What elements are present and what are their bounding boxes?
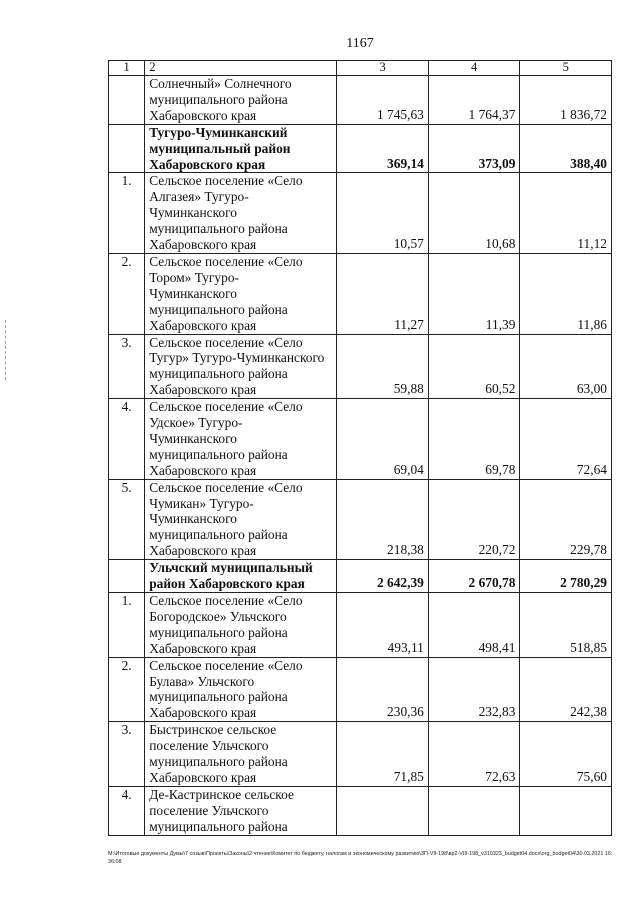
file-path-footer: M:\Итоговые документы Думы\7 созыв\Проекты\Законы\2 чтение\Комитет по бюджету, налогам и экономическому развитию\ЗП-VII-198\вр2-VIII-198_v310323_budget04.docx\org_budget04\30.03.2021 16:36:08 — [108, 851, 613, 865]
row-number: 4. — [109, 786, 145, 835]
header-col-5: 5 — [520, 61, 612, 76]
value-col-3 — [337, 786, 429, 835]
value-col-5: 11,86 — [520, 253, 612, 334]
value-col-4: 220,72 — [428, 479, 520, 560]
value-col-4 — [428, 786, 520, 835]
row-number: 3. — [109, 334, 145, 399]
row-number: 2. — [109, 657, 145, 722]
value-col-4: 1 764,37 — [428, 76, 520, 125]
row-number: 1. — [109, 593, 145, 658]
table-row — [109, 560, 612, 593]
row-number: 3. — [109, 722, 145, 787]
value-col-3: 493,11 — [337, 593, 429, 658]
municipality-name: Сельское поселение «Село Удское» Тугуро- Чуминканского муниципального района Хабаровского края — [145, 399, 337, 480]
row-number: 2. — [109, 253, 145, 334]
row-number: 4. — [109, 399, 145, 480]
municipality-name: Сельское поселение «Село Чумикан» Тугуро- Чуминканского муниципального района Хабаровского края — [145, 479, 337, 560]
value-col-5: 229,78 — [520, 479, 612, 560]
row-number: 5. — [109, 479, 145, 560]
municipality-name: Быстринское сельское поселение Ульчского муниципального района Хабаровского края — [145, 722, 337, 787]
header-col-1: 1 — [109, 61, 145, 76]
value-col-4: 232,83 — [428, 657, 520, 722]
municipality-name: Сельское поселение «Село Булава» Ульчского муниципального района Хабаровского края — [145, 657, 337, 722]
table-row — [109, 657, 612, 722]
municipality-name: Сельское поселение «Село Богородское» Ульчского муниципального района Хабаровского края — [145, 593, 337, 658]
header-col-4: 4 — [428, 61, 520, 76]
row-number: 1. — [109, 173, 145, 254]
municipality-name: Ульчский муниципальный район Хабаровского края — [145, 560, 337, 593]
row-number — [109, 560, 145, 593]
table-row — [109, 334, 612, 399]
table-row — [109, 593, 612, 658]
value-col-5: 1 836,72 — [520, 76, 612, 125]
value-col-3: 218,38 — [337, 479, 429, 560]
budget-table — [108, 60, 612, 836]
page-number: 1167 — [346, 36, 374, 51]
value-col-5: 242,38 — [520, 657, 612, 722]
table-row — [109, 173, 612, 254]
row-number — [109, 124, 145, 173]
value-col-4: 498,41 — [428, 593, 520, 658]
municipality-name: Де-Кастринское сельское поселение Ульчского муниципального района — [145, 786, 337, 835]
table-row — [109, 76, 612, 125]
table-row — [109, 399, 612, 480]
value-col-5: 518,85 — [520, 593, 612, 658]
value-col-4: 2 670,78 — [428, 560, 520, 593]
value-col-5: 11,12 — [520, 173, 612, 254]
value-col-5 — [520, 786, 612, 835]
table-row — [109, 124, 612, 173]
value-col-3: 1 745,63 — [337, 76, 429, 125]
value-col-3: 59,88 — [337, 334, 429, 399]
municipality-name: Сельское поселение «Село Тором» Тугуро- Чуминканского муниципального района Хабаровского края — [145, 253, 337, 334]
municipality-name: Тугуро-Чуминканский муниципальный район Хабаровского края — [145, 124, 337, 173]
value-col-5: 2 780,29 — [520, 560, 612, 593]
value-col-3: 2 642,39 — [337, 560, 429, 593]
value-col-4: 60,52 — [428, 334, 520, 399]
value-col-3: 69,04 — [337, 399, 429, 480]
table-row — [109, 253, 612, 334]
municipality-name: Солнечный» Солнечного муниципального района Хабаровского края — [145, 76, 337, 125]
value-col-4: 72,63 — [428, 722, 520, 787]
header-col-3: 3 — [337, 61, 429, 76]
value-col-4: 69,78 — [428, 399, 520, 480]
row-number — [109, 76, 145, 125]
value-col-4: 373,09 — [428, 124, 520, 173]
value-col-5: 63,00 — [520, 334, 612, 399]
value-col-3: 10,57 — [337, 173, 429, 254]
value-col-3: 71,85 — [337, 722, 429, 787]
table-header-row — [109, 61, 612, 76]
table-row — [109, 722, 612, 787]
table-row — [109, 786, 612, 835]
value-col-4: 10,68 — [428, 173, 520, 254]
value-col-4: 11,39 — [428, 253, 520, 334]
value-col-3: 230,36 — [337, 657, 429, 722]
value-col-5: 75,60 — [520, 722, 612, 787]
table-row — [109, 479, 612, 560]
value-col-3: 11,27 — [337, 253, 429, 334]
value-col-5: 72,64 — [520, 399, 612, 480]
value-col-5: 388,40 — [520, 124, 612, 173]
header-col-2: 2 — [145, 61, 337, 76]
municipality-name: Сельское поселение «Село Тугур» Тугуро-Чуминканского муниципального района Хабаровского края — [145, 334, 337, 399]
municipality-name: Сельское поселение «Село Алгазея» Тугуро- Чуминканского муниципального района Хабаровского края — [145, 173, 337, 254]
value-col-3: 369,14 — [337, 124, 429, 173]
margin-mark — [5, 320, 7, 380]
